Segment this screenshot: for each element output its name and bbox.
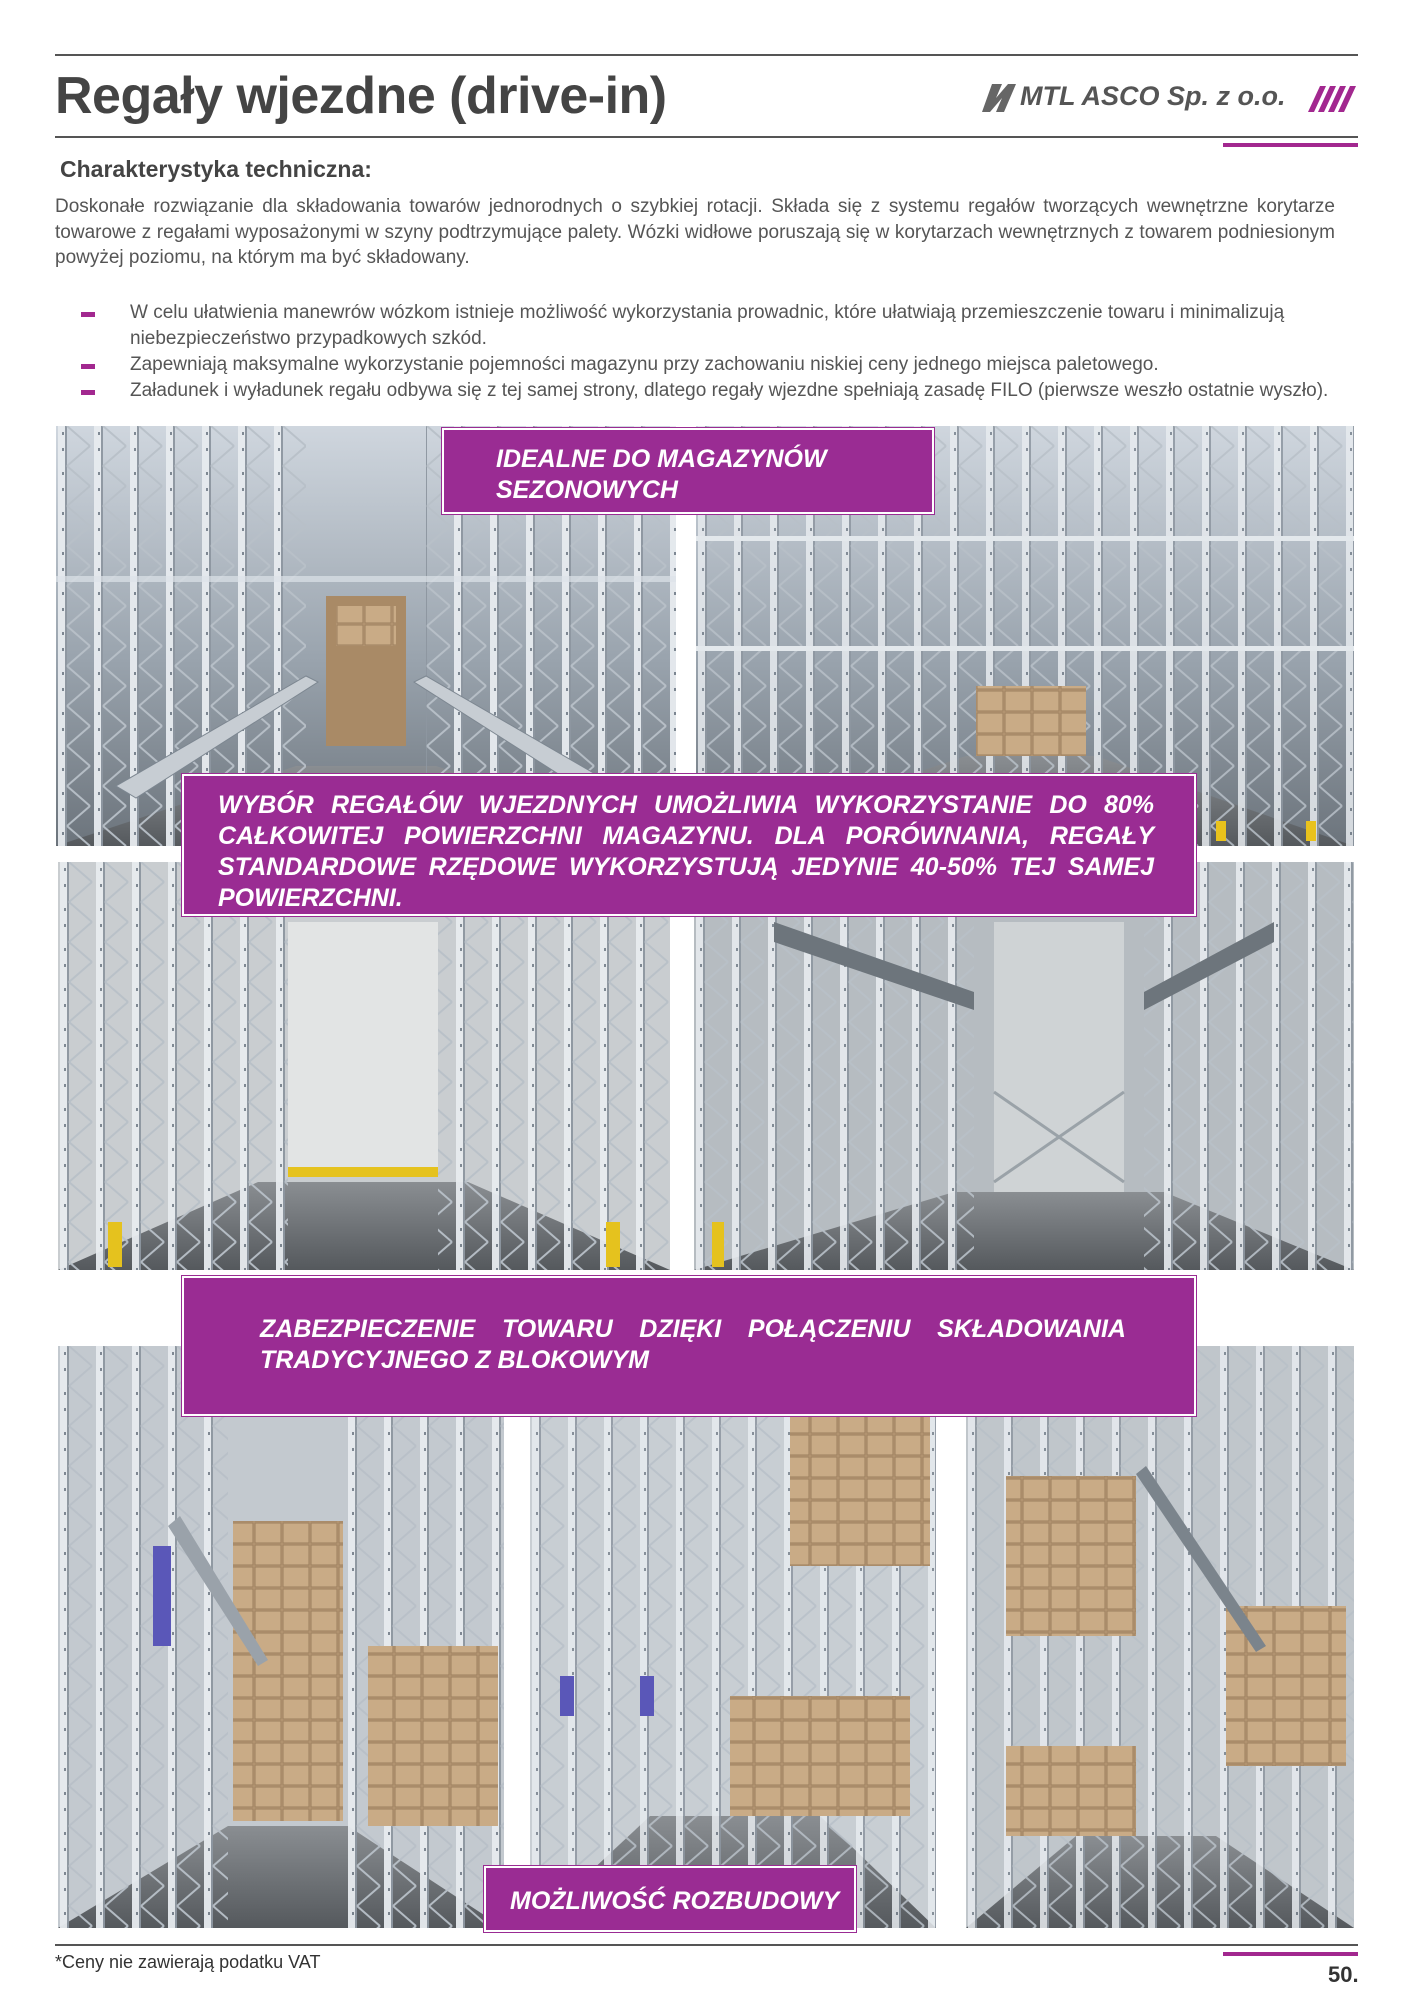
top-rule <box>55 54 1358 56</box>
banner-expansion-text: MOŻLIWOŚĆ ROZBUDOWY <box>510 1887 840 1915</box>
magenta-dash-bullet-icon <box>81 390 95 395</box>
footer-rule <box>55 1944 1358 1946</box>
list-item-text: Załadunek i wyładunek regału odbywa się z tej samej strony, dlatego regały wjezdne spełniają zasadę FILO (pierwsze weszło ostatnie wyszło). <box>130 380 1329 401</box>
banner-usage <box>182 774 1196 916</box>
photo-stocked-aisle-1 <box>58 1346 504 1928</box>
list-item <box>55 300 1340 352</box>
page-title: Regały wjezdne (drive-in) <box>55 67 667 125</box>
photo-rail-detail <box>694 862 1354 1270</box>
footer-accent-rule <box>1223 1952 1358 1956</box>
banner-seasonal <box>442 428 934 514</box>
mtl-asco-logo-icon <box>978 80 1018 116</box>
intro-paragraph: Doskonałe rozwiązanie dla składowania towarów jednorodnych o szybkiej rotacji. Składa się z systemu regałów tworzących wewnętrzne korytarze towarowe z regałami wyposażonymi w szyny podtrzymujące palety. Wózki widłowe poruszają się w korytarzach wewnętrznych z towarem podniesionym powyżej poziomu, na którym ma być składowany. <box>55 196 1335 268</box>
list-item <box>55 352 1340 378</box>
logo-chevrons-icon <box>1306 84 1358 114</box>
banner-seasonal-line-1: IDEALNE DO MAGAZYNÓW <box>496 445 827 473</box>
page-number: 50. <box>1328 1962 1359 1987</box>
list-item <box>55 378 1340 404</box>
banner-usage-text: WYBÓR REGAŁÓW WJEZDNYCH UMOŻLIWIA WYKORZYSTANIE DO 80% CAŁKOWITEJ POWIERZCHNI MAGAZYNU. DLA PORÓWNANIA, REGAŁY STANDARDOWE RZĘDOWE WYKORZYSTUJĄ JEDYNIE 40-50% TEJ SAMEJ POWIERZCHNI. <box>218 791 1154 912</box>
photo-cold-store-aisle <box>58 862 670 1270</box>
photo-stocked-aisle-3 <box>966 1346 1354 1928</box>
magenta-dash-bullet-icon <box>81 312 95 317</box>
header-accent-rule <box>1223 143 1358 147</box>
banner-security <box>182 1276 1196 1416</box>
list-item-text: Zapewniają maksymalne wykorzystanie pojemności magazynu przy zachowaniu niskiej ceny jednego miejsca paletowego. <box>130 354 1159 375</box>
magenta-dash-bullet-icon <box>81 364 95 369</box>
footer-note: *Ceny nie zawierają podatku VAT <box>55 1952 321 1972</box>
feature-list <box>55 300 1340 404</box>
banner-expansion <box>484 1866 856 1932</box>
banner-seasonal-line-2: SEZONOWYCH <box>496 476 678 504</box>
section-heading: Charakterystyka techniczna: <box>60 156 372 182</box>
header-rule <box>55 136 1358 138</box>
photo-stocked-aisle-2 <box>530 1346 936 1928</box>
company-logo <box>978 78 1360 118</box>
banner-security-text: ZABEZPIECZENIE TOWARU DZIĘKI POŁĄCZENIU SKŁADOWANIA TRADYCYJNEGO Z BLOKOWYM <box>260 1315 1126 1374</box>
list-item-text: W celu ułatwienia manewrów wózkom istnieje możliwość wykorzystania prowadnic, które ułatwiają przemieszczenie towaru i minimalizują niebezpieczeństwo przypadkowych szkód. <box>130 302 1285 349</box>
logo-text: MTL ASCO Sp. z o.o. <box>1020 81 1286 111</box>
